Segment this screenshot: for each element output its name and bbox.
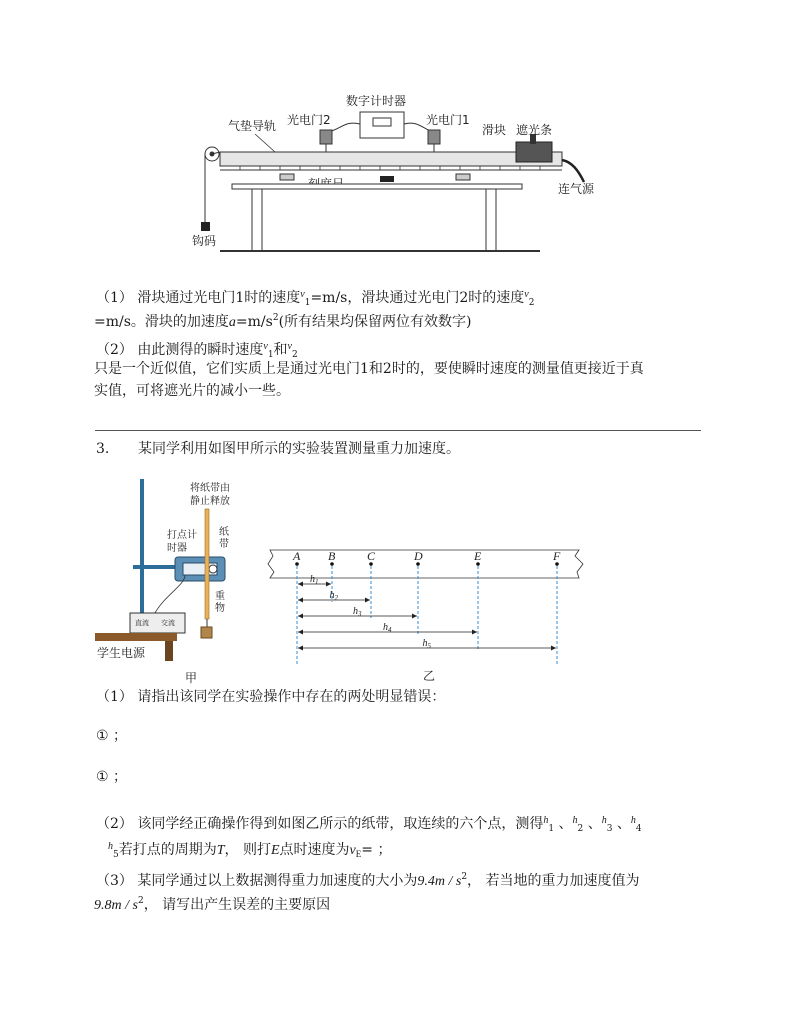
q3-item2: ① ； (96, 769, 128, 785)
desk (95, 633, 177, 641)
label-ac: 交流 (161, 619, 175, 627)
label-weight-2: 物 (215, 603, 225, 614)
dimension-arrow-h4 (298, 630, 303, 635)
q2-part2-line1: （2） 由此测得的瞬时速度$^v_1$和$^v_2$ (96, 341, 298, 360)
dimension-arrow-h5 (551, 646, 556, 651)
label-weight: 钩码 (192, 234, 217, 248)
label-timer-1: 打点计 (167, 530, 197, 541)
tape-point-label-F: F (553, 549, 561, 563)
label-weight-1: 重 (215, 591, 225, 602)
label-gate2: 光电门2 (287, 113, 331, 127)
q3-part2-line1: （2） 该同学经正确操作得到如图乙所示的纸带，取连续的六个点，测得$^h_1$ 、$^h_2$ 、$^h_3$ 、$^h_4$ (96, 815, 642, 834)
dimension-arrow-h3 (298, 614, 303, 619)
section-divider (95, 430, 701, 431)
label-dc: 直流 (135, 619, 149, 627)
label-air: 连气源 (558, 182, 595, 196)
tape-point-label-A: A (293, 549, 301, 563)
free-fall-apparatus (95, 475, 245, 685)
iron-stand (140, 479, 144, 629)
paper-tape-diagram (265, 540, 590, 685)
air-track-diagram (180, 90, 620, 260)
tape-point-label-C: C (367, 549, 376, 563)
label-release-1: 将纸带由 (190, 483, 230, 494)
label-strip: 遮光条 (516, 123, 553, 137)
q2-part1-line1: （1） 滑块通过光电门1时的速度$^v_1$=m/s，滑块通过光电门2时的速度$^v_2$ (96, 289, 535, 308)
label-power: 学生电源 (97, 646, 146, 660)
dimension-label-h3: $h_3$ (353, 606, 362, 618)
dimension-label-h1: $h_1$ (310, 574, 319, 586)
dimension-arrow-h3 (412, 614, 417, 619)
label-tape-2: 带 (219, 539, 229, 550)
air-track (220, 152, 562, 166)
dimension-arrow-h5 (298, 646, 303, 651)
tape-point-label-E: E (474, 549, 482, 563)
digital-timer (360, 112, 404, 138)
label-timer: 数字计时器 (346, 94, 407, 108)
q2-part2-line3: 实值，可将遮光片的减小一些。 (94, 383, 290, 399)
photogate-2 (320, 130, 332, 144)
photogate-1 (428, 130, 440, 144)
dimension-label-h4: $h_4$ (383, 622, 392, 634)
label-slider: 滑块 (482, 123, 507, 137)
dimension-arrow-h2 (365, 598, 370, 603)
hook-weight (201, 222, 210, 231)
q3-title: 某同学利用如图甲所示的实验装置测量重力加速度。 (138, 441, 460, 457)
dimension-arrow-h2 (298, 598, 303, 603)
q2-part2-line2: 只是一个近似值，它们实质上是通过光电门1和2时的，要使瞬时速度的测量值更接近于真 (94, 361, 644, 377)
tape-point-label-B: B (328, 549, 336, 563)
q3-part3-line2: $9.8m / s^2$， 请写出产生误差的主要原因 (94, 896, 331, 913)
dimension-label-h5: $h_5$ (422, 638, 431, 650)
label-release-2: 静止释放 (190, 496, 230, 507)
paper-tape (205, 509, 209, 619)
dimension-arrow-h1 (298, 582, 303, 587)
label-timer-2: 时器 (167, 543, 187, 554)
dimension-arrow-h4 (472, 630, 477, 635)
caption-jia: 甲 (185, 671, 198, 685)
heavy-weight (201, 627, 212, 638)
q3-part3-line1: （3） 某同学通过以上数据测得重力加速度的大小为$9.4m / s^2$， 若当地的重力加速度值为 (96, 872, 640, 889)
q2-part1-line2: =m/s。滑块的加速度$a=m/s^2$(所有结果均保留两位有效数字) (94, 313, 472, 330)
dimension-arrow-h1 (326, 582, 331, 587)
dimension-label-h2: $h_2$ (329, 590, 338, 602)
slider-block (516, 142, 552, 162)
q3-number: 3. (96, 441, 110, 457)
label-tape-1: 纸 (219, 527, 229, 538)
label-gate1: 光电门1 (426, 113, 470, 127)
q3-item1: ① ； (96, 728, 128, 744)
label-track: 气垫导轨 (228, 119, 277, 133)
q3-part1: （1） 请指出该同学在实验操作中存在的两处明显错误： (96, 689, 446, 705)
caption-yi: 乙 (423, 669, 436, 683)
tape-point-label-D: D (414, 549, 423, 563)
q3-part2-line2: $^h_5$若打点的周期为T， 则打E点时速度为$v_E=$ ； (108, 841, 392, 860)
